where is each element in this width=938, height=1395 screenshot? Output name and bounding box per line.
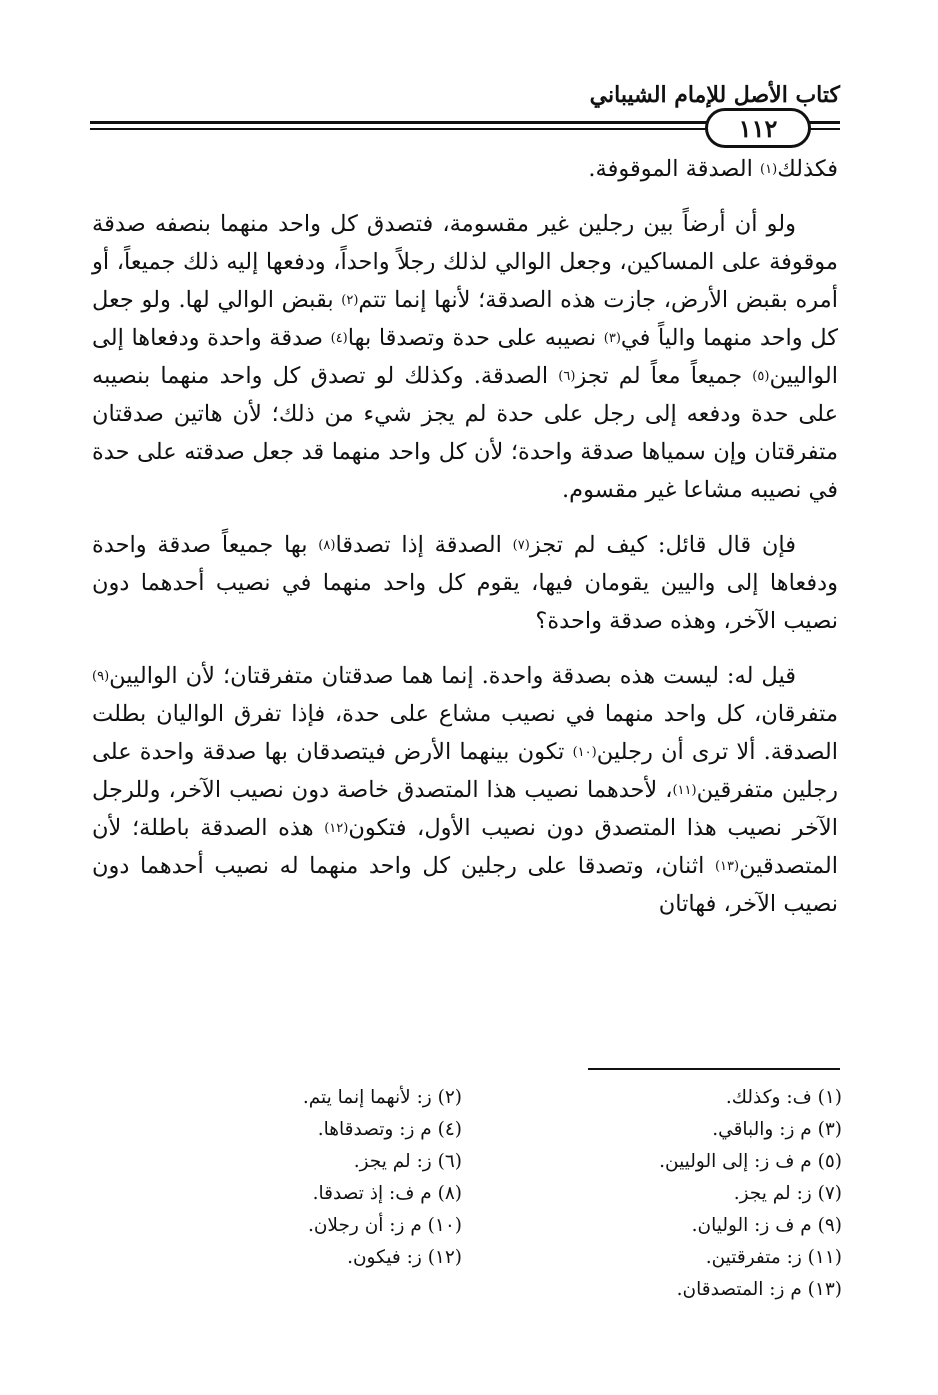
- footnote: (١٢) ز: فيكون.: [347, 1247, 462, 1268]
- footnote-ref-1: (١): [760, 162, 778, 177]
- footnote: (٣) م ز: والباقي.: [712, 1119, 842, 1140]
- footnote-ref-7: (٧): [512, 538, 530, 553]
- footnote-ref-4: (٤): [330, 331, 348, 346]
- footnote: (٢) ز: لأنهما إنما يتم.: [302, 1087, 462, 1108]
- footnote: (٨) م ف: إذ تصدقا.: [312, 1183, 462, 1204]
- footnote-ref-13: (١٣): [714, 859, 740, 874]
- paragraph-4: قيل له: ليست هذه بصدقة واحدة. إنما هما صدقتان متفرقتان؛ لأن الواليين$^{(٩)}$ متفرقان، كل واحد منهما في نصيب مشاع على حدة، فإذا تفرق الواليان بطلت الصدقة. ألا ترى أن رجلين$^{(١٠)}$ تكون بينهما الأرض فيتصدقان بها صدقة واحدة على رجلين متفرقين$^{(١١)}$، لأحدهما نصيب هذا المتصدق خاصة دون نصيب الآخر، وللرجل الآخر نصيب هذا المتصدق دون نصيب الأول، فتكون$^{(١٢)}$ هذه الصدقة باطلة؛ لأن المتصدقين$^{(١٣)}$ اثنان، وتصدقا على رجلين كل واحد منهما له نصيب أحدهما دون نصيب الآخر، فهاتان: [92, 663, 839, 917]
- footnote-ref-10: (١٠): [572, 745, 597, 760]
- page-number: ١١٢: [705, 108, 811, 148]
- footnote-ref-3: (٣): [603, 331, 621, 346]
- footnote: (١٠) م ز: أن رجلان.: [307, 1215, 462, 1236]
- footnote: (٧) ز: لم يجز.: [733, 1183, 842, 1204]
- footnote: (٥) م ف ز: إلى الوليين.: [659, 1151, 842, 1172]
- footnote: (٦) ز: لم يجز.: [353, 1151, 462, 1172]
- footnote: (٤) م ز: وتصدقاها.: [317, 1119, 462, 1140]
- footnotes-even-column: [180, 1082, 462, 1274]
- footnote-separator: [588, 1068, 840, 1070]
- footnote-ref-5: (٥): [752, 369, 770, 384]
- footnote: (١) ف: وكذلك.: [725, 1087, 842, 1108]
- footnotes-odd-column: [560, 1082, 842, 1306]
- paragraph-1: فكذلك$^{(١)}$ الصدقة الموقوفة.: [588, 156, 838, 182]
- footnote: (٩) م ف ز: الوليان.: [691, 1215, 842, 1236]
- footnote: (١٣) م ز: المتصدقان.: [676, 1279, 842, 1300]
- footnote-ref-9: (٩): [92, 669, 110, 684]
- footnote-ref-6: (٦): [558, 369, 576, 384]
- footnote-ref-12: (١٢): [324, 821, 349, 836]
- running-header-title: كتاب الأصل للإمام الشيباني: [589, 82, 840, 108]
- footnote-ref-8: (٨): [318, 538, 336, 553]
- paragraph-2: ولو أن أرضاً بين رجلين غير مقسومة، فتصدق كل واحد منهما بنصفه صدقة موقوفة على المساكين، وجعل الوالي لذلك رجلاً واحداً، ودفعها إليه ذلك جميعاً، أو أمره بقبض الأرض، جازت هذه الصدقة؛ لأنها إنما تتم$^{(٢)}$ بقبض الوالي لها. ولو جعل كل واحد منهما والياً في$^{(٣)}$ نصيبه على حدة وتصدقا بها$^{(٤)}$ صدقة واحدة ودفعاها إلى الواليين$^{(٥)}$ جميعاً معاً لم تجز$^{(٦)}$ الصدقة. وكذلك لو تصدق كل واحد منهما بنصيبه على حدة ودفعه إلى رجل على حدة لم يجز شيء من ذلك؛ لأن هاتين صدقتان متفرقتان وإن سمياها صدقة واحدة؛ لأن كل واحد منهما قد جعل صدقته على حدة في نصيبه مشاعا غير مقسوم.: [92, 211, 838, 503]
- footnote-ref-11: (١١): [672, 783, 697, 798]
- footnote: (١١) ز: متفرقتين.: [705, 1247, 842, 1268]
- main-text: [92, 150, 838, 940]
- paragraph-3: فإن قال قائل: كيف لم تجز$^{(٧)}$ الصدقة إذا تصدقا$^{(٨)}$ بها جميعاً صدقة واحدة ودفعاها إلى واليين يقومان فيها، يقوم كل واحد منهما في نصيب أحدهما دون نصيب الآخر، وهذه صدقة واحدة؟: [92, 532, 838, 634]
- footnote-ref-2: (٢): [341, 293, 359, 308]
